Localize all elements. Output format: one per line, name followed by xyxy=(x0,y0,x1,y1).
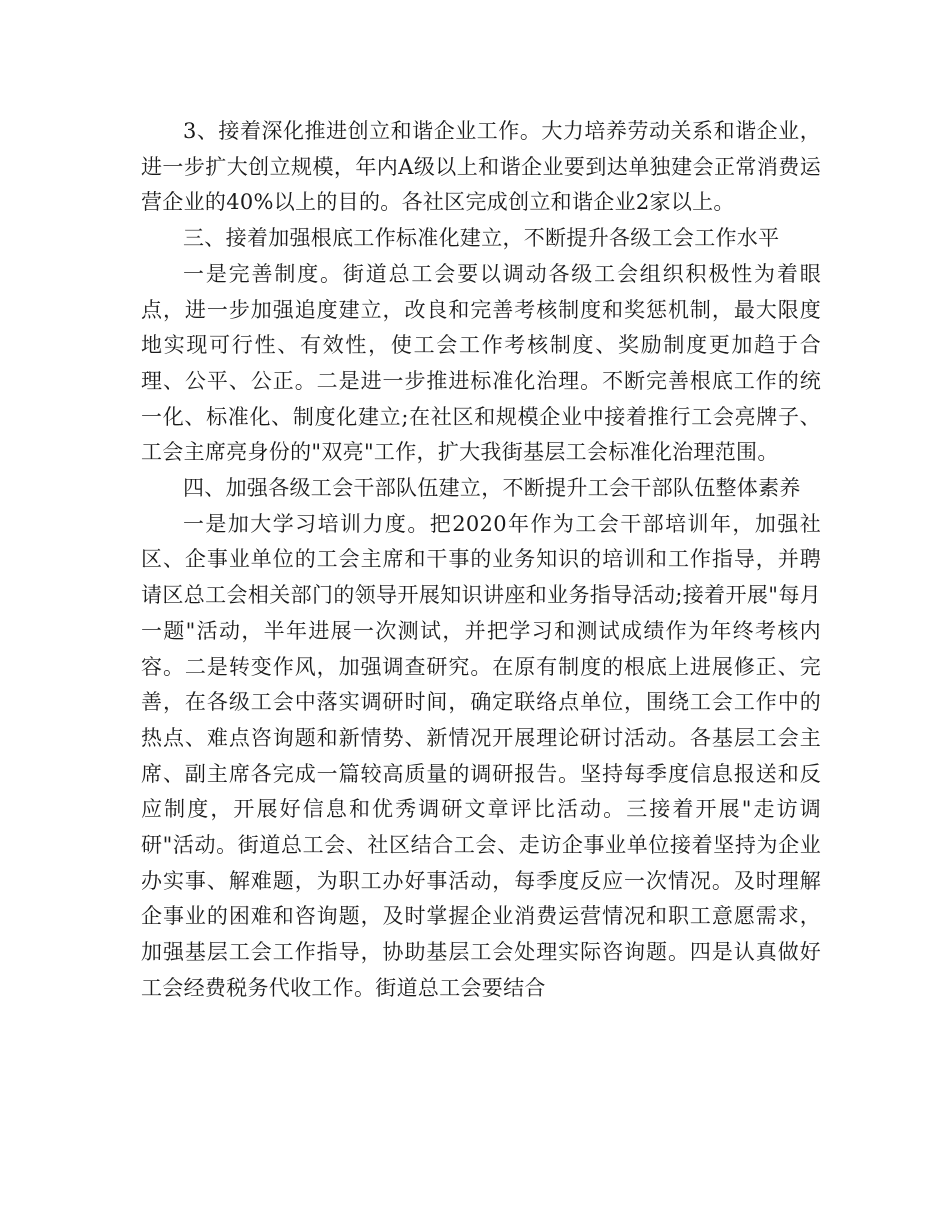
paragraph-harmonious-enterprise: 3、接着深化推进创立和谐企业工作。大力培养劳动关系和谐企业，进一步扩大创立规模，年内A级以上和谐企业要到达单独建会正常消费运营企业的40%以上的目的。各社区完成创立和谐企业2家以上。 xyxy=(141,119,821,215)
paragraph-improve-system: 一是完善制度。街道总工会要以调动各级工会组织积极性为着眼点，进一步加强追度建立，改良和完善考核制度和奖惩机制，最大限度地实现可行性、有效性，使工会工作考核制度、奖励制度更加趋于合理、公平、公正。二是进一步推进标准化治理。不断完善根底工作的统一化、标准化、制度化建立;在社区和规模企业中接着推行工会亮牌子、工会主席亮身份的"双亮"工作，扩大我街基层工会标准化治理范围。 xyxy=(141,261,821,465)
paragraph-training: 一是加大学习培训力度。把2020年作为工会干部培训年，加强社区、企事业单位的工会主席和干事的业务知识的培训和工作指导，并聘请区总工会相关部门的领导开展知识讲座和业务指导活动;接着开展"每月一题"活动，半年进展一次测试，并把学习和测试成绩作为年终考核内容。二是转变作风，加强调查研究。在原有制度的根底上进展修正、完善，在各级工会中落实调研时间，确定联络点单位，围绕工会工作中的热点、难点咨询题和新情势、新情况开展理论研讨活动。各基层工会主席、副主席各完成一篇较高质量的调研报告。坚持每季度信息报送和反应制度，开展好信息和优秀调研文章评比活动。三接着开展"走访调研"活动。街道总工会、社区结合工会、走访企事业单位接着坚持为企业办实事、解难题，为职工办好事活动，每季度反应一次情况。及时理解企事业的困难和咨询题，及时掌握企业消费运营情况和职工意愿需求，加强基层工会工作指导，协助基层工会处理实际咨询题。四是认真做好工会经费税务代收工作。街道总工会要结合 xyxy=(141,511,821,1000)
section-heading-standardization: 三、接着加强根底工作标准化建立，不断提升各级工会工作水平 xyxy=(183,226,780,251)
section-heading-cadre-team: 四、加强各级工会干部队伍建立，不断提升工会干部队伍整体素养 xyxy=(183,476,801,501)
document-body xyxy=(141,114,821,1007)
